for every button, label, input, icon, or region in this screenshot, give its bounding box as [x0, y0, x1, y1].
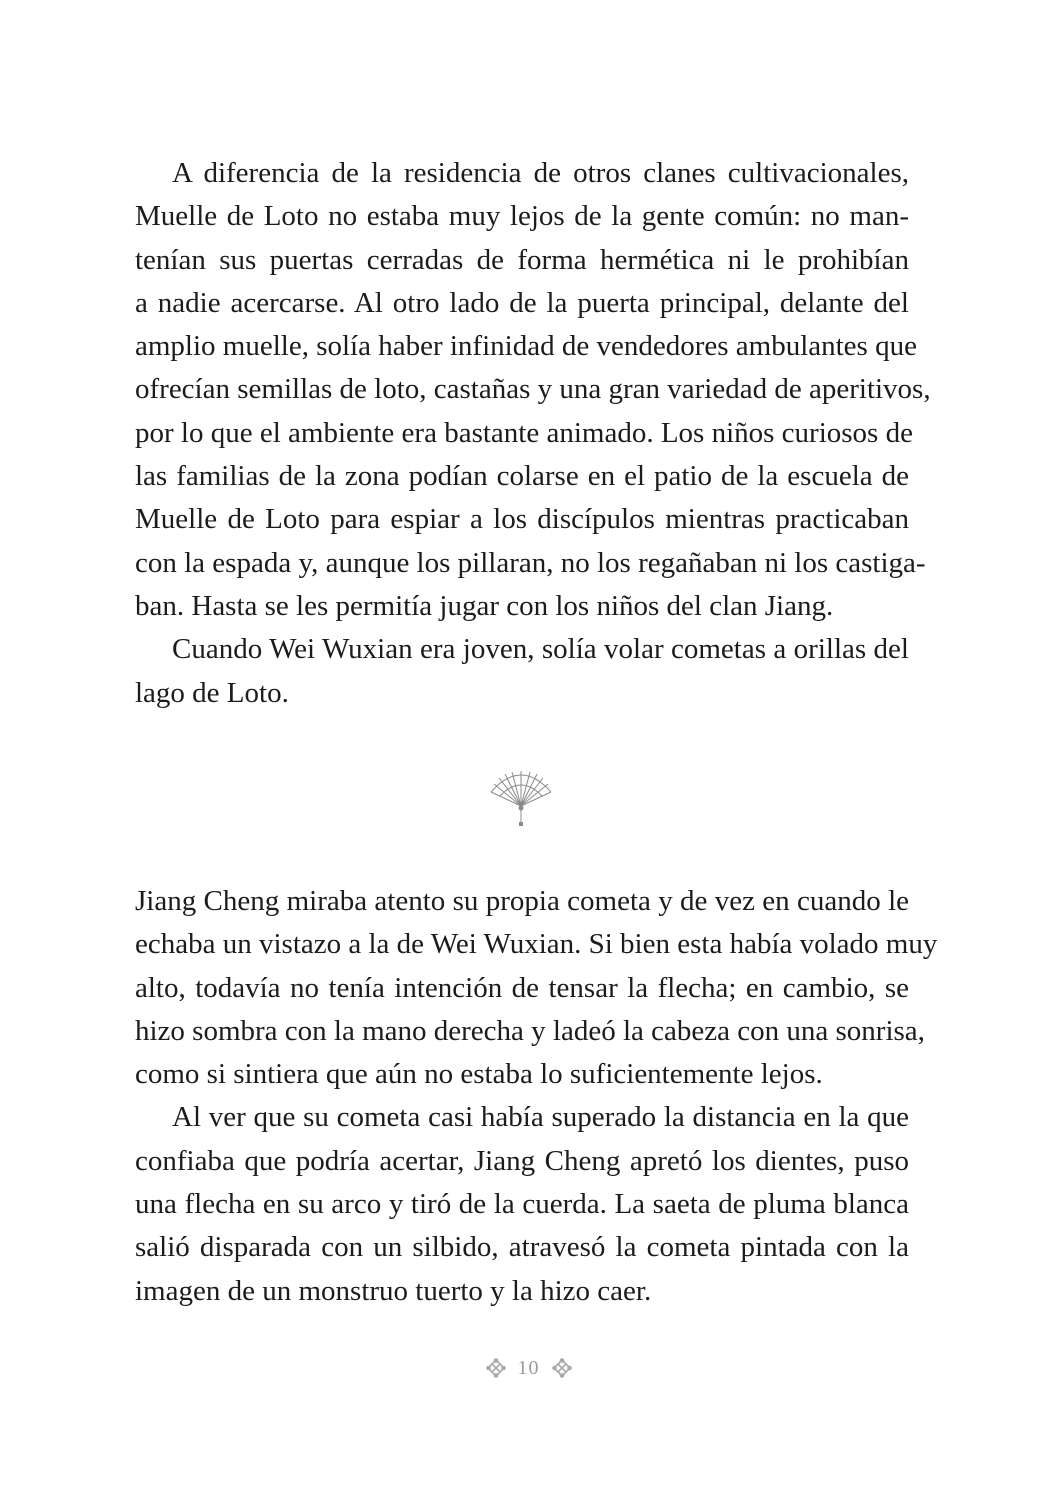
section-two [135, 880, 938, 1313]
text-line: Muelle de Loto no estaba muy lejos de la gente común: no man- [135, 200, 909, 233]
endless-knot-icon [486, 1358, 506, 1378]
text-line: una flecha en su arco y tiró de la cuerda. La saeta de pluma blanca [135, 1188, 909, 1221]
text-line: como si sintiera que aún no estaba lo suficientemente lejos. [135, 1058, 823, 1091]
text-line: lago de Loto. [135, 676, 289, 709]
text-line: salió disparada con un silbido, atravesó la cometa pintada con la [135, 1231, 909, 1264]
endless-knot-icon [552, 1358, 572, 1378]
text-line: alto, todavía no tenía intención de tensar la flecha; en cambio, se [135, 971, 909, 1004]
text-line: ofrecían semillas de loto, castañas y una gran variedad de aperitivos, [135, 373, 931, 406]
text-line: tenían sus puertas cerradas de forma hermética ni le prohibían [135, 243, 909, 276]
section-one [135, 152, 931, 715]
text-line: hizo sombra con la mano derecha y ladeó la cabeza con una sonrisa, [135, 1014, 925, 1047]
text-line: amplio muelle, solía haber infinidad de vendedores ambulantes que [135, 330, 917, 363]
text-line: Al ver que su cometa casi había superado la distancia en la que [172, 1101, 909, 1134]
page-footer [0, 1356, 1057, 1380]
text-line: a nadie acercarse. Al otro lado de la puerta principal, delante del [135, 286, 909, 319]
text-line: Jiang Cheng miraba atento su propia cometa y de vez en cuando le [135, 885, 909, 917]
text-line: Cuando Wei Wuxian era joven, solía volar cometas a orillas del [172, 633, 909, 666]
text-line: ban. Hasta se les permitía jugar con los niños del clan Jiang. [135, 589, 834, 622]
text-line: por lo que el ambiente era bastante animado. Los niños curiosos de [135, 416, 913, 449]
text-line: Muelle de Loto para espiar a los discípulos mientras practicaban [135, 503, 909, 536]
text-line: con la espada y, aunque los pillaran, no los regañaban ni los castiga- [135, 546, 926, 579]
text-line: confiaba que podría acertar, Jiang Cheng apretó los dientes, puso [135, 1144, 909, 1177]
page-number: 10 [517, 1356, 540, 1379]
folding-fan-icon [487, 770, 555, 828]
text-line: las familias de la zona podían colarse en el patio de la escuela de [135, 460, 909, 493]
text-line: echaba un vistazo a la de Wei Wuxian. Si bien esta había volado muy [135, 928, 938, 961]
text-line: A diferencia de la residencia de otros clanes cultivacionales, [172, 157, 909, 189]
text-line: imagen de un monstruo tuerto y la hizo caer. [135, 1274, 652, 1307]
